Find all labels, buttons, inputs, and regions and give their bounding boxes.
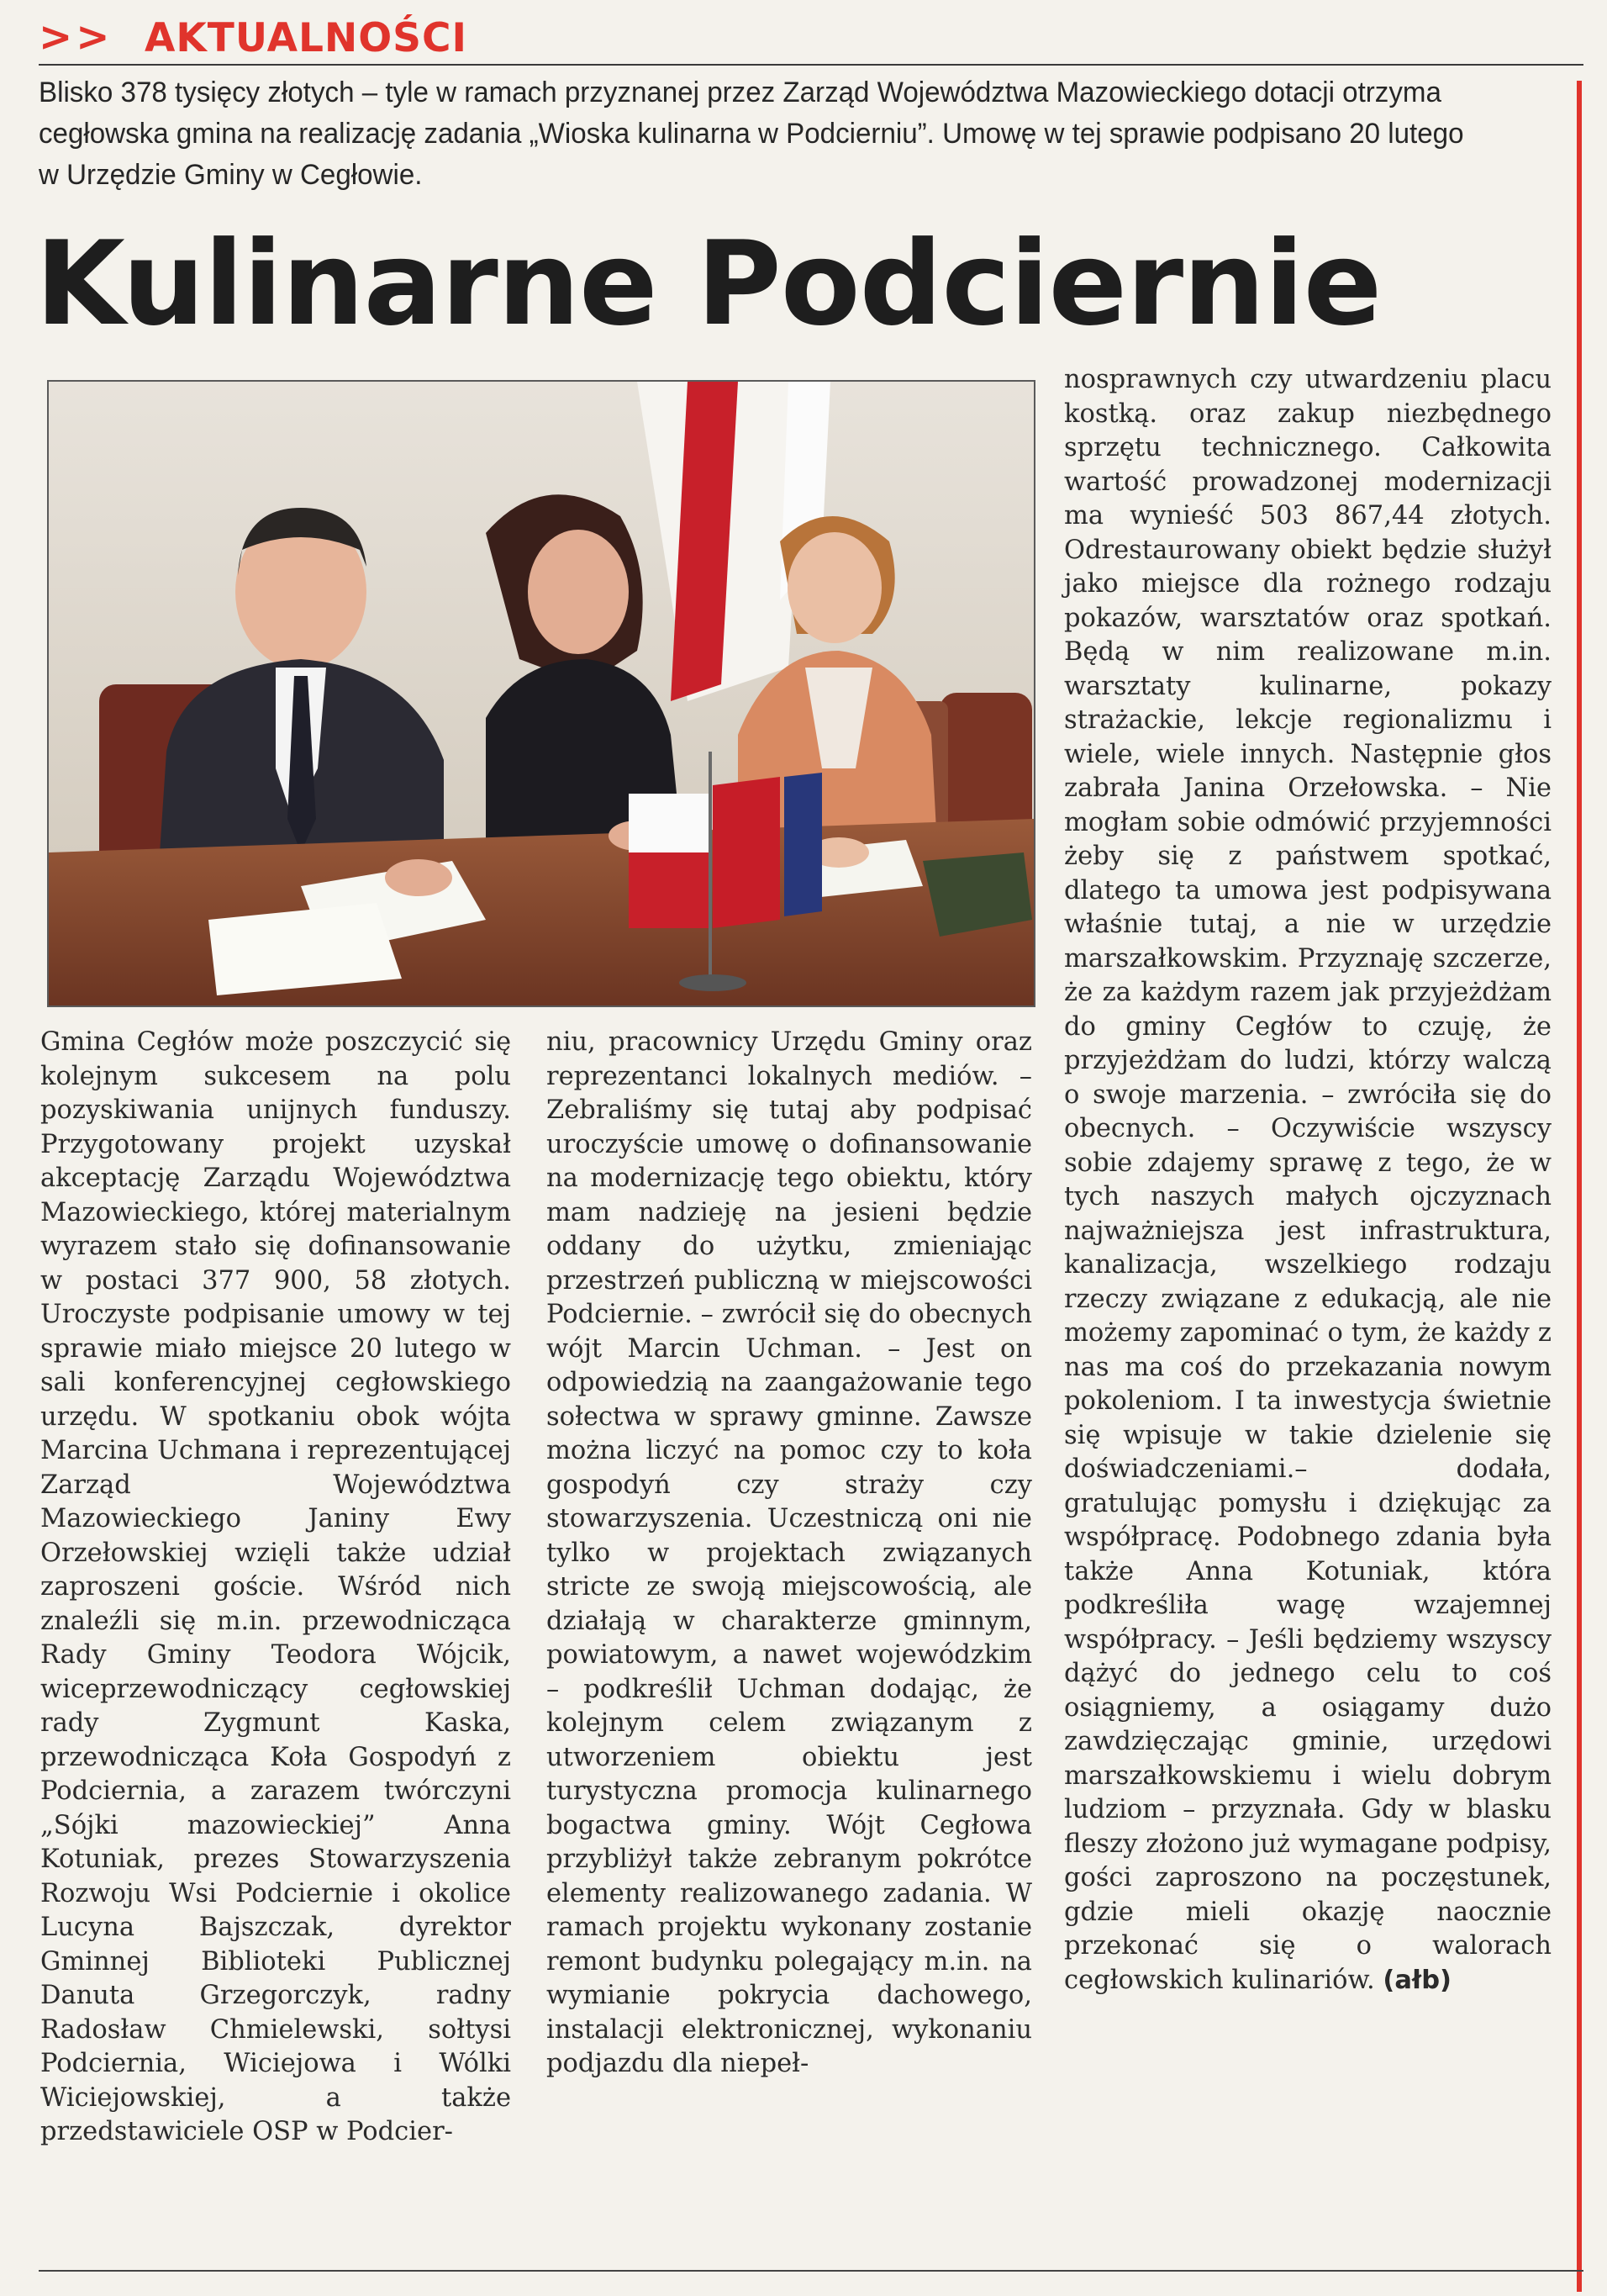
section-arrows: >>	[39, 13, 113, 61]
bottom-rule	[39, 2270, 1583, 2272]
photo-icon	[49, 382, 1034, 1005]
section-header	[39, 15, 1583, 66]
article-column-2: niu, pracownicy Urzędu Gminy oraz reprezentanci lokalnych mediów. – Zebraliśmy się tutaj aby podpisać uroczyście umowę o dofinansowanie na modernizację tego obiektu, który mam nadzieję na jesieni będzie oddany do użytku, zmieniając przestrzeń publiczną w miejscowości Podciernie. – zwrócił się do obecnych wójt Marcin Uchman. – Jest on odpowiedzią na zaangażowanie tego sołectwa w sprawy gminne. Zawsze można liczyć na pomoc czy to koła gospodyń czy straży czy stowarzyszenia. Uczestniczą oni nie tylko w projektach związanych stricte ze swoją miejscowością, ale działają w charakterze gminnym, powiatowym, a nawet wojewódzkim – podkreślił Uchman dodając, że kolejnym celem związanym z utworzeniem obiektu jest turystyczna promocja kulinarnego bogactwa gminy. Wójt Cegłowa przybliżył także zebranym pokrótce elementy realizowanego zadania. W ramach projektu wykonany zostanie remont budynku polegający m.in. na wymianie pokrycia dachowego, instalacji elektronicznej, wykonaniu podjazdu dla niepeł-	[546, 1027, 1032, 2078]
lead-paragraph: Blisko 378 tysięcy złotych – tyle w ramach przyznanej przez Zarząd Województwa Mazowieckiego dotacji otrzyma cegłowska gmina na realizację zadania „Wioska kulinarna w Podcierniu”. Umowę w tej sprawie podpisano 20 lutego w Urzędzie Gminy w Cegłowie.	[39, 77, 1464, 191]
page-edge-stripe	[1577, 81, 1582, 2292]
headline: Kulinarne Podciernie	[35, 216, 1382, 351]
article-column-3	[1064, 363, 1552, 1998]
article-column-3-text: nosprawnych czy utwardzeniu placu kostką. oraz zakup niezbędnego sprzętu technicznego. Całkowita wartość prowadzonej modernizacji ma wynieść 503 867,44 złotych. Odrestaurowany obiekt będzie służył jako miejsce dla rożnego rodzaju pokazów, warsztatów oraz spotkań. Będą w nim realizowane m.in. warsztaty kulinarne, pokazy strażackie, lekcje regionalizmu i wiele, wiele innych. Następnie głos zabrała Janina Orzełowska. – Nie mogłam sobie odmówić przyjemności żeby się z państwem spotkać, dlatego ta umowa jest podpisywana właśnie tutaj, a nie w urzędzie marszałkowskim. Przyznaję szczerze, że za każdym razem jak przyjeżdżam do gminy Cegłów to czuję, że przyjeżdżam do ludzi, którzy walczą o swoje marzenia. – zwróciła się do obecnych. – Oczywiście wszyscy sobie zdajemy sprawę z tego, że w tych naszych małych ojczyznach najważniejsza jest infrastruktura, kanalizacja, wszelkiego rodzaju rzeczy związane z edukacją, ale nie możemy zapominać o tym, że każdy z nas ma coś do przekazania nowym pokoleniom. I ta inwestycja świetnie się wpisuje w takie dzielenie się doświadczeniami.– dodała, gratulując pomysłu i dziękując za współpracę. Podobnego zdania była także Anna Kotuniak, która podkreśliła wagę wzajemnej współpracy. – Jeśli będziemy wszyscy dążyć do jednego celu to coś osiągniemy, a osiągamy dużo zawdzięczając gminie, urzędowi marszałkowskiemu i wielu dobrym ludziom – przyznała. Gdy w blasku fleszy złożono już wymagane podpisy, gości zaproszono na poczęstunek, gdzie mieli okazję naocznie przekonać się o walorach cegłowskich kulinariów.	[1064, 365, 1552, 1995]
section-label: AKTUALNOŚCI	[145, 15, 468, 61]
author-signature: (ałb)	[1383, 1965, 1452, 1995]
article-photo	[47, 380, 1035, 1007]
article-column-1: Gmina Cegłów może poszczycić się kolejnym sukcesem na polu pozyskiwania unijnych funduszy. Przygotowany projekt uzyskał akceptację Zarządu Województwa Mazowieckiego, której materialnym wyrazem stało się dofinansowanie w postaci 377 900, 58 złotych. Uroczyste podpisanie umowy w tej sprawie miało miejsce 20 lutego w sali konferencyjnej cegłowskiego urzędu. W spotkaniu obok wójta Marcina Uchmana i reprezentującej Zarząd Województwa Mazowieckiego Janiny Ewy Orzełowskiej wzięli także udział zaproszeni goście. Wśród nich znaleźli się m.in. przewodnicząca Rady Gminy Teodora Wójcik, wiceprzewodniczący cegłowskiej rady Zygmunt Kaska, przewodnicząca Koła Gospodyń z Podciernia, a zarazem twórczyni „Sójki mazowieckiej” Anna Kotuniak, prezes Stowarzyszenia Rozwoju Wsi Podciernie i okolice Lucyna Bajszczak, dyrektor Gminnej Biblioteki Publicznej Danuta Grzegorczyk, radny Radosław Chmielewski, sołtysi Podciernia, Wiciejowa i Wólki Wiciejowskiej, a także przedstawiciele OSP w Podcier-	[40, 1027, 511, 2146]
